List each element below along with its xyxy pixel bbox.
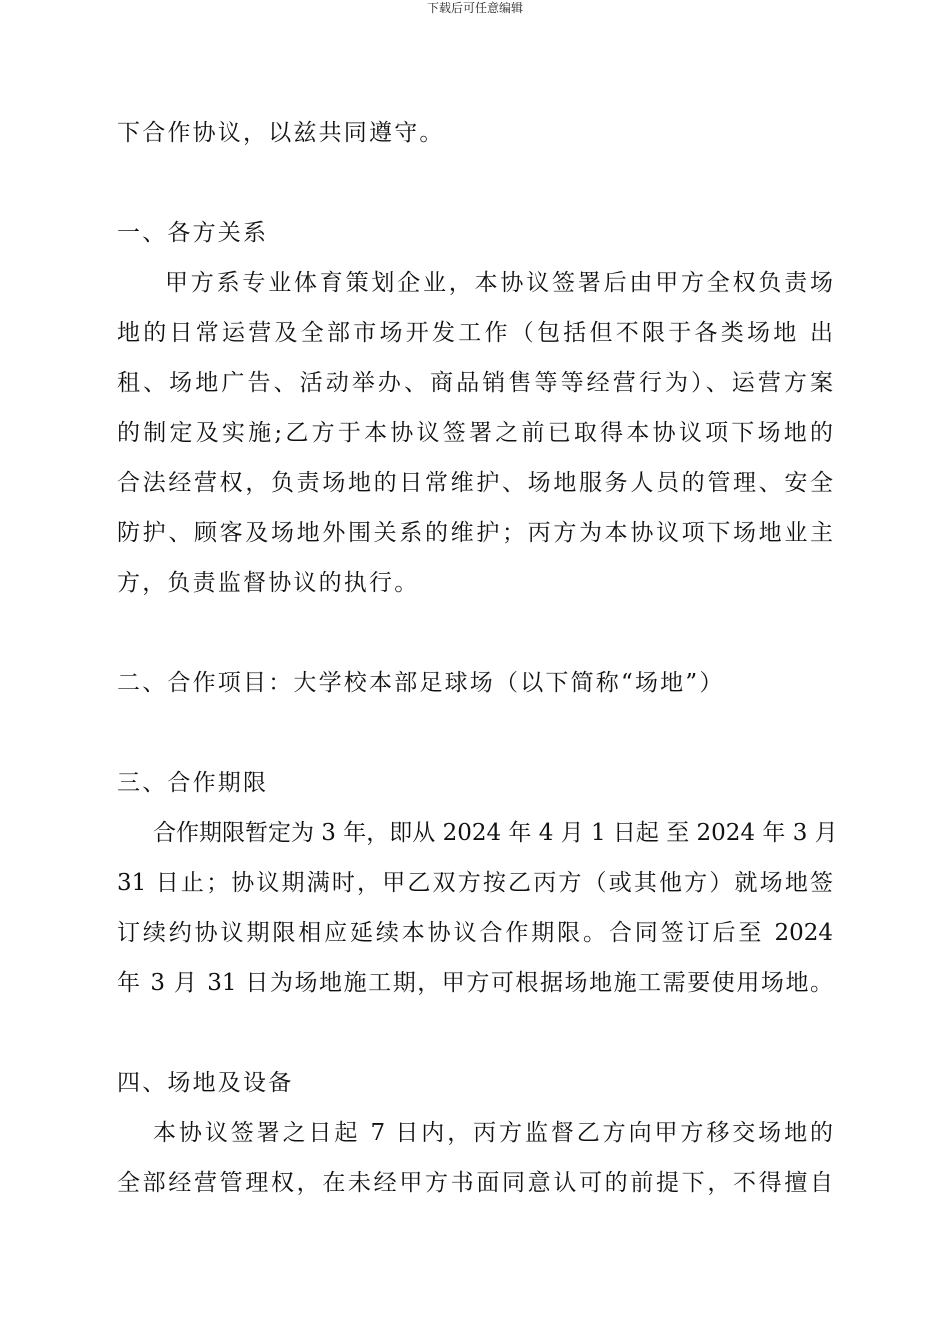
spacer <box>117 158 833 208</box>
paragraph-line: 年 3 月 31 日为场地施工期，甲方可根据场地施工需要使用场地。 <box>117 970 833 996</box>
section-heading-relations: 一、各方关系 <box>117 220 269 246</box>
paragraph-line: 合作期限暂定为 3 年，即从 2024 年 4 月 1 日起 至 2024 年 3 月 <box>153 820 838 846</box>
paragraph-line: 全部经营管理权，在未经甲方书面同意认可的前提下，不得擅自 <box>117 1170 833 1196</box>
paragraph-line: 方，负责监督协议的执行。 <box>117 570 420 596</box>
page-header-note: 下载后可任意编辑 <box>426 1 523 15</box>
paragraph-line: 本协议签署之日起 7 日内，丙方监督乙方向甲方移交场地的 <box>153 1120 833 1146</box>
paragraph-line: 租、场地广告、活动举办、商品销售等等经营行为）、运营方案 <box>117 370 833 396</box>
paragraph-line: 合法经营权，负责场地的日常维护、场地服务人员的管理、安全 <box>117 470 833 496</box>
intro-line: 下合作协议，以兹共同遵守。 <box>117 120 445 146</box>
spacer <box>117 1008 833 1058</box>
paragraph-line: 订续约协议期限相应延续本协议合作期限。合同签订后至 2024 <box>117 920 833 946</box>
spacer <box>117 708 833 758</box>
paragraph-line: 31 日止；协议期满时，甲乙双方按乙丙方（或其他方）就场地签 <box>117 870 833 896</box>
paragraph-line: 地的日常运营及全部市场开发工作（包括但不限于各类场地 出 <box>117 320 833 346</box>
paragraph-line: 的制定及实施;乙方于本协议签署之前已取得本协议项下场地的 <box>117 420 833 446</box>
document-body <box>117 108 838 1208</box>
spacer <box>117 608 833 658</box>
paragraph-line: 防护、顾客及场地外围关系的维护；丙方为本协议项下场地业主 <box>117 520 833 546</box>
section-heading-project: 二、合作项目：大学校本部足球场（以下简称“场地”） <box>117 670 725 696</box>
section-heading-venue: 四、场地及设备 <box>117 1070 294 1096</box>
section-heading-term: 三、合作期限 <box>117 770 269 796</box>
paragraph-line: 甲方系专业体育策划企业，本协议签署后由甲方全权负责场 <box>165 270 833 296</box>
